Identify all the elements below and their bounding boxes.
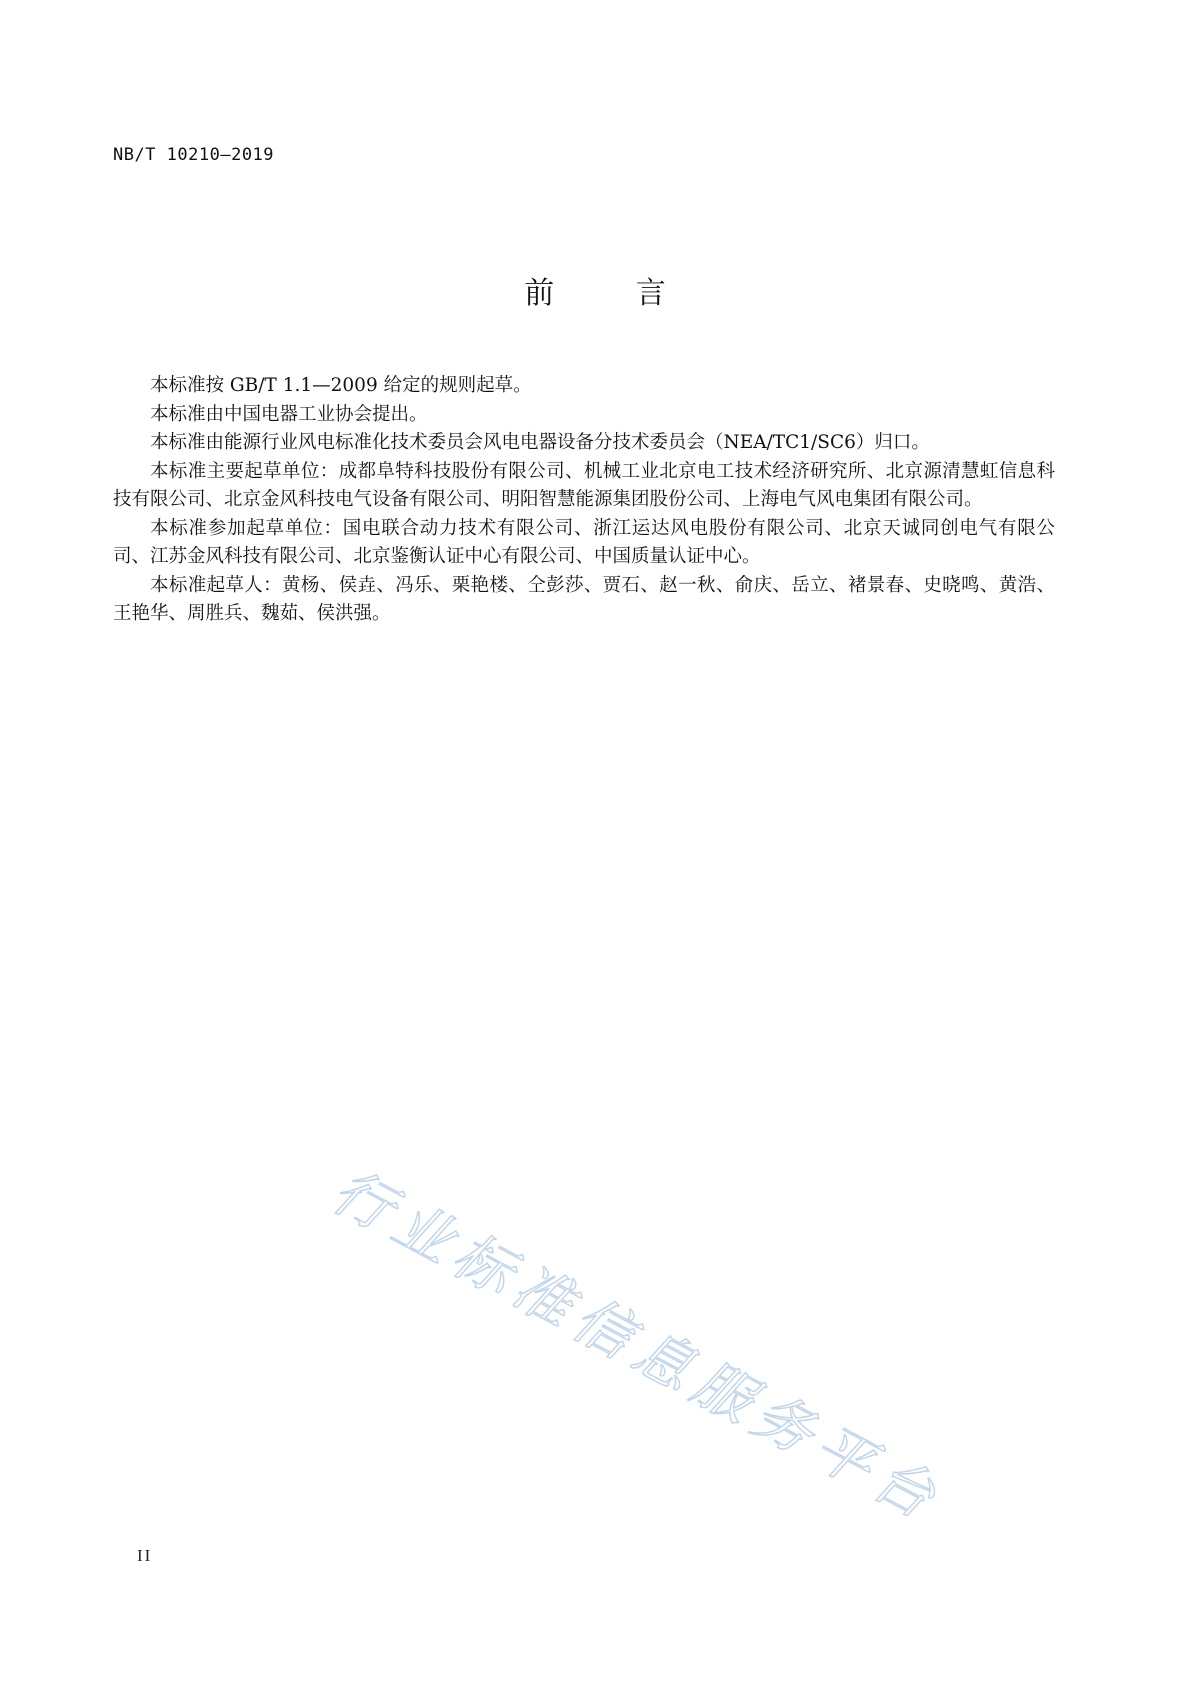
paragraph-participating-units: 本标准参加起草单位：国电联合动力技术有限公司、浙江运达风电股份有限公司、北京天诚同创电气有限公司、江苏金风科技有限公司、北京鉴衡认证中心有限公司、中国质量认证中心。 [113,517,1055,567]
document-code: NB/T 10210—2019 [113,145,275,165]
paragraph-proposer: 本标准由中国电器工业协会提出。 [150,403,428,425]
paragraph-administrator: 本标准由能源行业风电标准化技术委员会风电电器设备分技术委员会（NEA/TC1/SC6）归口。 [150,432,930,453]
paragraph-drafting-rules: 本标准按 GB/T 1.1—2009 给定的规则起草。 [150,375,532,396]
page-number: II [137,1546,153,1565]
foreword-body [113,372,1055,629]
paragraph-main-drafting-units: 本标准主要起草单位：成都阜特科技股份有限公司、机械工业北京电工技术经济研究所、北京源清慧虹信息科技有限公司、北京金风科技电气设备有限公司、明阳智慧能源集团股份公司、上海电气风电集团有限公司。 [113,460,1055,510]
watermark: 行业标准信息服务平台 [321,1156,955,1536]
paragraph-drafters: 本标准起草人：黄杨、侯垚、冯乐、栗艳楼、仝彭莎、贾石、赵一秋、俞庆、岳立、褚景春、史晓鸣、黄浩、王艳华、周胜兵、魏茹、侯洪强。 [113,574,1055,624]
page-title: 前 言 [524,276,702,311]
